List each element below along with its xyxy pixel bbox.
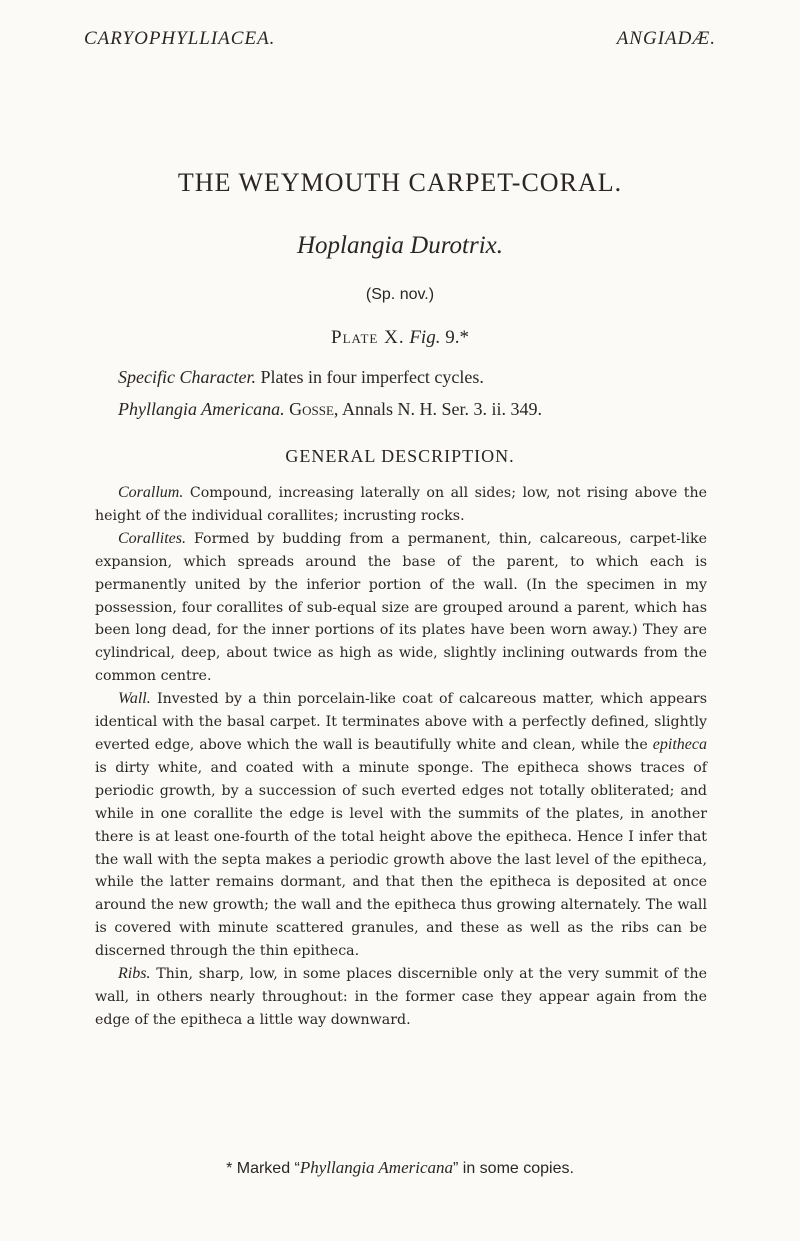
fig-label: Fig. [409, 327, 441, 348]
specific-character-text: Plates in four imperfect cycles. [260, 367, 484, 387]
paragraph-text: Formed by budding from a permanent, thin, calcareous, carpet-like expansion, which spreads around the base of the parent, to which each is permanently united by the inferior portion of the wall. (In the specimen in my possession, four corallites of sub-equal size are grouped around a parent, which has been long dead, for the inner portions of its plates have been worn away.) They are cylindrical, deep, about twice as high as wide, slightly inclining outwards from the common centre. [95, 530, 707, 685]
running-head [84, 28, 716, 58]
plate-label: Plate X. [331, 327, 405, 348]
paragraph-italic-word: epitheca [652, 735, 707, 753]
specific-character-label: Specific Character. [118, 367, 256, 387]
paragraph-wall [95, 688, 707, 963]
synonym-reference: Annals N. H. Ser. 3. ii. 349. [341, 399, 542, 419]
synonym-line [118, 399, 542, 420]
paragraph-lead: Wall. [118, 690, 151, 708]
description-body [95, 482, 707, 1032]
fig-number: 9.* [445, 327, 469, 348]
running-head-subfamily: ANGIADÆ. [616, 28, 716, 49]
synonym-author: Gosse, [289, 399, 339, 419]
section-heading: GENERAL DESCRIPTION. [285, 446, 515, 466]
page-title: THE WEYMOUTH CARPET-CORAL. [177, 168, 623, 197]
paragraph-lead: Ribs. [118, 965, 151, 983]
paragraph-lead: Corallum. [118, 484, 184, 501]
synonym-name: Phyllangia Americana. [118, 399, 285, 419]
plate-reference [0, 327, 800, 349]
paragraph-corallum [95, 482, 707, 528]
specific-character [118, 367, 484, 388]
footnote-italic: Phyllangia Americana [299, 1158, 453, 1177]
paragraph-text-before: Invested by a thin porcelain-like coat of calcareous matter, which appears identical with the basal carpet. It terminates above with a perfectly defined, slightly everted edge, above which the wall is beautifully white and clean, while the [95, 691, 707, 753]
paragraph-text: Thin, sharp, low, in some places discernible only at the very summit of the wall, in others nearly throughout: in the former case they appear again from the edge of the epitheca a little way downward. [95, 966, 707, 1028]
footnote [0, 1158, 800, 1178]
paragraph-text: Compound, increasing laterally on all sides; low, not rising above the height of the individual corallites; incrusting rocks. [95, 485, 707, 524]
species-name: Hoplangia Durotrix. [296, 232, 504, 259]
paragraph-lead: Corallites. [118, 529, 187, 547]
footnote-suffix: ” in some copies. [453, 1160, 574, 1177]
species-novum-note: (Sp. nov.) [365, 286, 435, 303]
footnote-prefix: * Marked “ [226, 1160, 300, 1177]
paragraph-ribs [95, 963, 707, 1032]
paragraph-corallites [95, 528, 707, 688]
paragraph-text-after: is dirty white, and coated with a minute sponge. The epitheca shows traces of periodic growth, by a succession of such everted edges not totally obliterated; and while in one corallite the edge is level with the summits of the plates, in another there is at least one-fourth of the total height above the epitheca. Hence I infer that the wall with the septa makes a periodic growth above the last level of the epitheca, while the latter remains dormant, and that then the epitheca is deposited at once around the new growth; the wall and the epitheca thus growing alternately. The wall is covered with minute scattered granules, and these as well as the ribs can be discerned through the thin epitheca. [95, 759, 707, 960]
running-head-family: CARYOPHYLLIACEA. [84, 28, 276, 49]
